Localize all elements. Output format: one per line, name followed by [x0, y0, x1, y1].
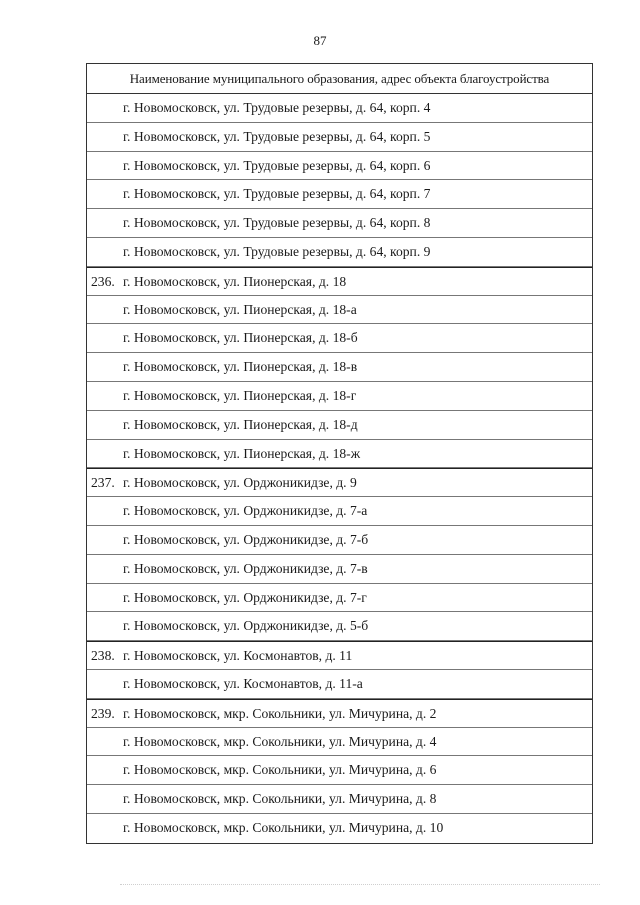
row-number: 236.	[91, 273, 115, 289]
table-row	[87, 440, 592, 469]
page-number: 87	[313, 33, 327, 48]
address-table	[86, 63, 593, 844]
row-address: г. Новомосковск, ул. Орджоникидзе, д. 7-г	[123, 589, 367, 605]
row-address: г. Новомосковск, мкр. Сокольники, ул. Мичурина, д. 6	[123, 762, 437, 778]
row-address: г. Новомосковск, ул. Орджоникидзе, д. 7-а	[123, 503, 368, 519]
table-row	[87, 814, 592, 843]
footer-scan-marks	[120, 884, 600, 891]
table-row	[87, 526, 592, 555]
table-row	[87, 497, 592, 526]
row-address: г. Новомосковск, ул. Космонавтов, д. 11	[123, 648, 353, 664]
row-address: г. Новомосковск, ул. Трудовые резервы, д. 64, корп. 7	[123, 186, 431, 202]
row-address: г. Новомосковск, мкр. Сокольники, ул. Мичурина, д. 10	[123, 819, 444, 835]
row-address: г. Новомосковск, ул. Трудовые резервы, д. 64, корп. 5	[123, 128, 431, 144]
row-address: г. Новомосковск, ул. Пионерская, д. 18-ж	[123, 445, 361, 461]
table-row	[87, 670, 592, 699]
table-row	[87, 94, 592, 123]
row-address: г. Новомосковск, ул. Пионерская, д. 18-г	[123, 387, 357, 403]
table-row	[87, 382, 592, 411]
row-address: г. Новомосковск, ул. Орджоникидзе, д. 5-б	[123, 618, 369, 634]
row-address: г. Новомосковск, ул. Космонавтов, д. 11-а	[123, 675, 363, 691]
row-address: г. Новомосковск, ул. Трудовые резервы, д. 64, корп. 9	[123, 243, 431, 259]
table-body	[87, 94, 592, 843]
row-address: г. Новомосковск, мкр. Сокольники, ул. Мичурина, д. 2	[123, 705, 437, 721]
table-row	[87, 555, 592, 584]
table-row	[87, 468, 592, 497]
table-row	[87, 267, 592, 296]
row-number: 237.	[91, 475, 115, 491]
table-row	[87, 584, 592, 613]
row-address: г. Новомосковск, ул. Трудовые резервы, д. 64, корп. 4	[123, 100, 431, 115]
table-row	[87, 296, 592, 325]
row-address: г. Новомосковск, ул. Орджоникидзе, д. 9	[123, 475, 357, 491]
row-number: 239.	[91, 705, 115, 721]
table-row	[87, 612, 592, 641]
table-row	[87, 123, 592, 152]
row-address: г. Новомосковск, ул. Орджоникидзе, д. 7-в	[123, 560, 368, 576]
table-row	[87, 411, 592, 440]
table-row	[87, 238, 592, 267]
row-address: г. Новомосковск, ул. Орджоникидзе, д. 7-б	[123, 531, 369, 547]
table-row	[87, 180, 592, 209]
table-row	[87, 699, 592, 728]
row-address: г. Новомосковск, ул. Пионерская, д. 18-д	[123, 416, 358, 432]
row-address: г. Новомосковск, мкр. Сокольники, ул. Мичурина, д. 8	[123, 791, 437, 807]
row-address: г. Новомосковск, ул. Пионерская, д. 18-б	[123, 330, 358, 346]
table-header: Наименование муниципального образования, адрес объекта благоустройства	[87, 64, 592, 94]
row-address: г. Новомосковск, ул. Пионерская, д. 18-а	[123, 301, 357, 317]
table-row	[87, 152, 592, 181]
table-row	[87, 728, 592, 757]
row-address: г. Новомосковск, ул. Пионерская, д. 18	[123, 273, 347, 289]
row-address: г. Новомосковск, ул. Трудовые резервы, д. 64, корп. 8	[123, 215, 431, 231]
row-address: г. Новомосковск, мкр. Сокольники, ул. Мичурина, д. 4	[123, 733, 437, 749]
table-row	[87, 756, 592, 785]
row-number: 238.	[91, 648, 115, 664]
row-address: г. Новомосковск, ул. Пионерская, д. 18-в	[123, 359, 358, 375]
table-row	[87, 209, 592, 238]
table-row	[87, 785, 592, 814]
table-row	[87, 641, 592, 670]
row-address: г. Новомосковск, ул. Трудовые резервы, д. 64, корп. 6	[123, 157, 431, 173]
table-row	[87, 324, 592, 353]
table-row	[87, 353, 592, 382]
